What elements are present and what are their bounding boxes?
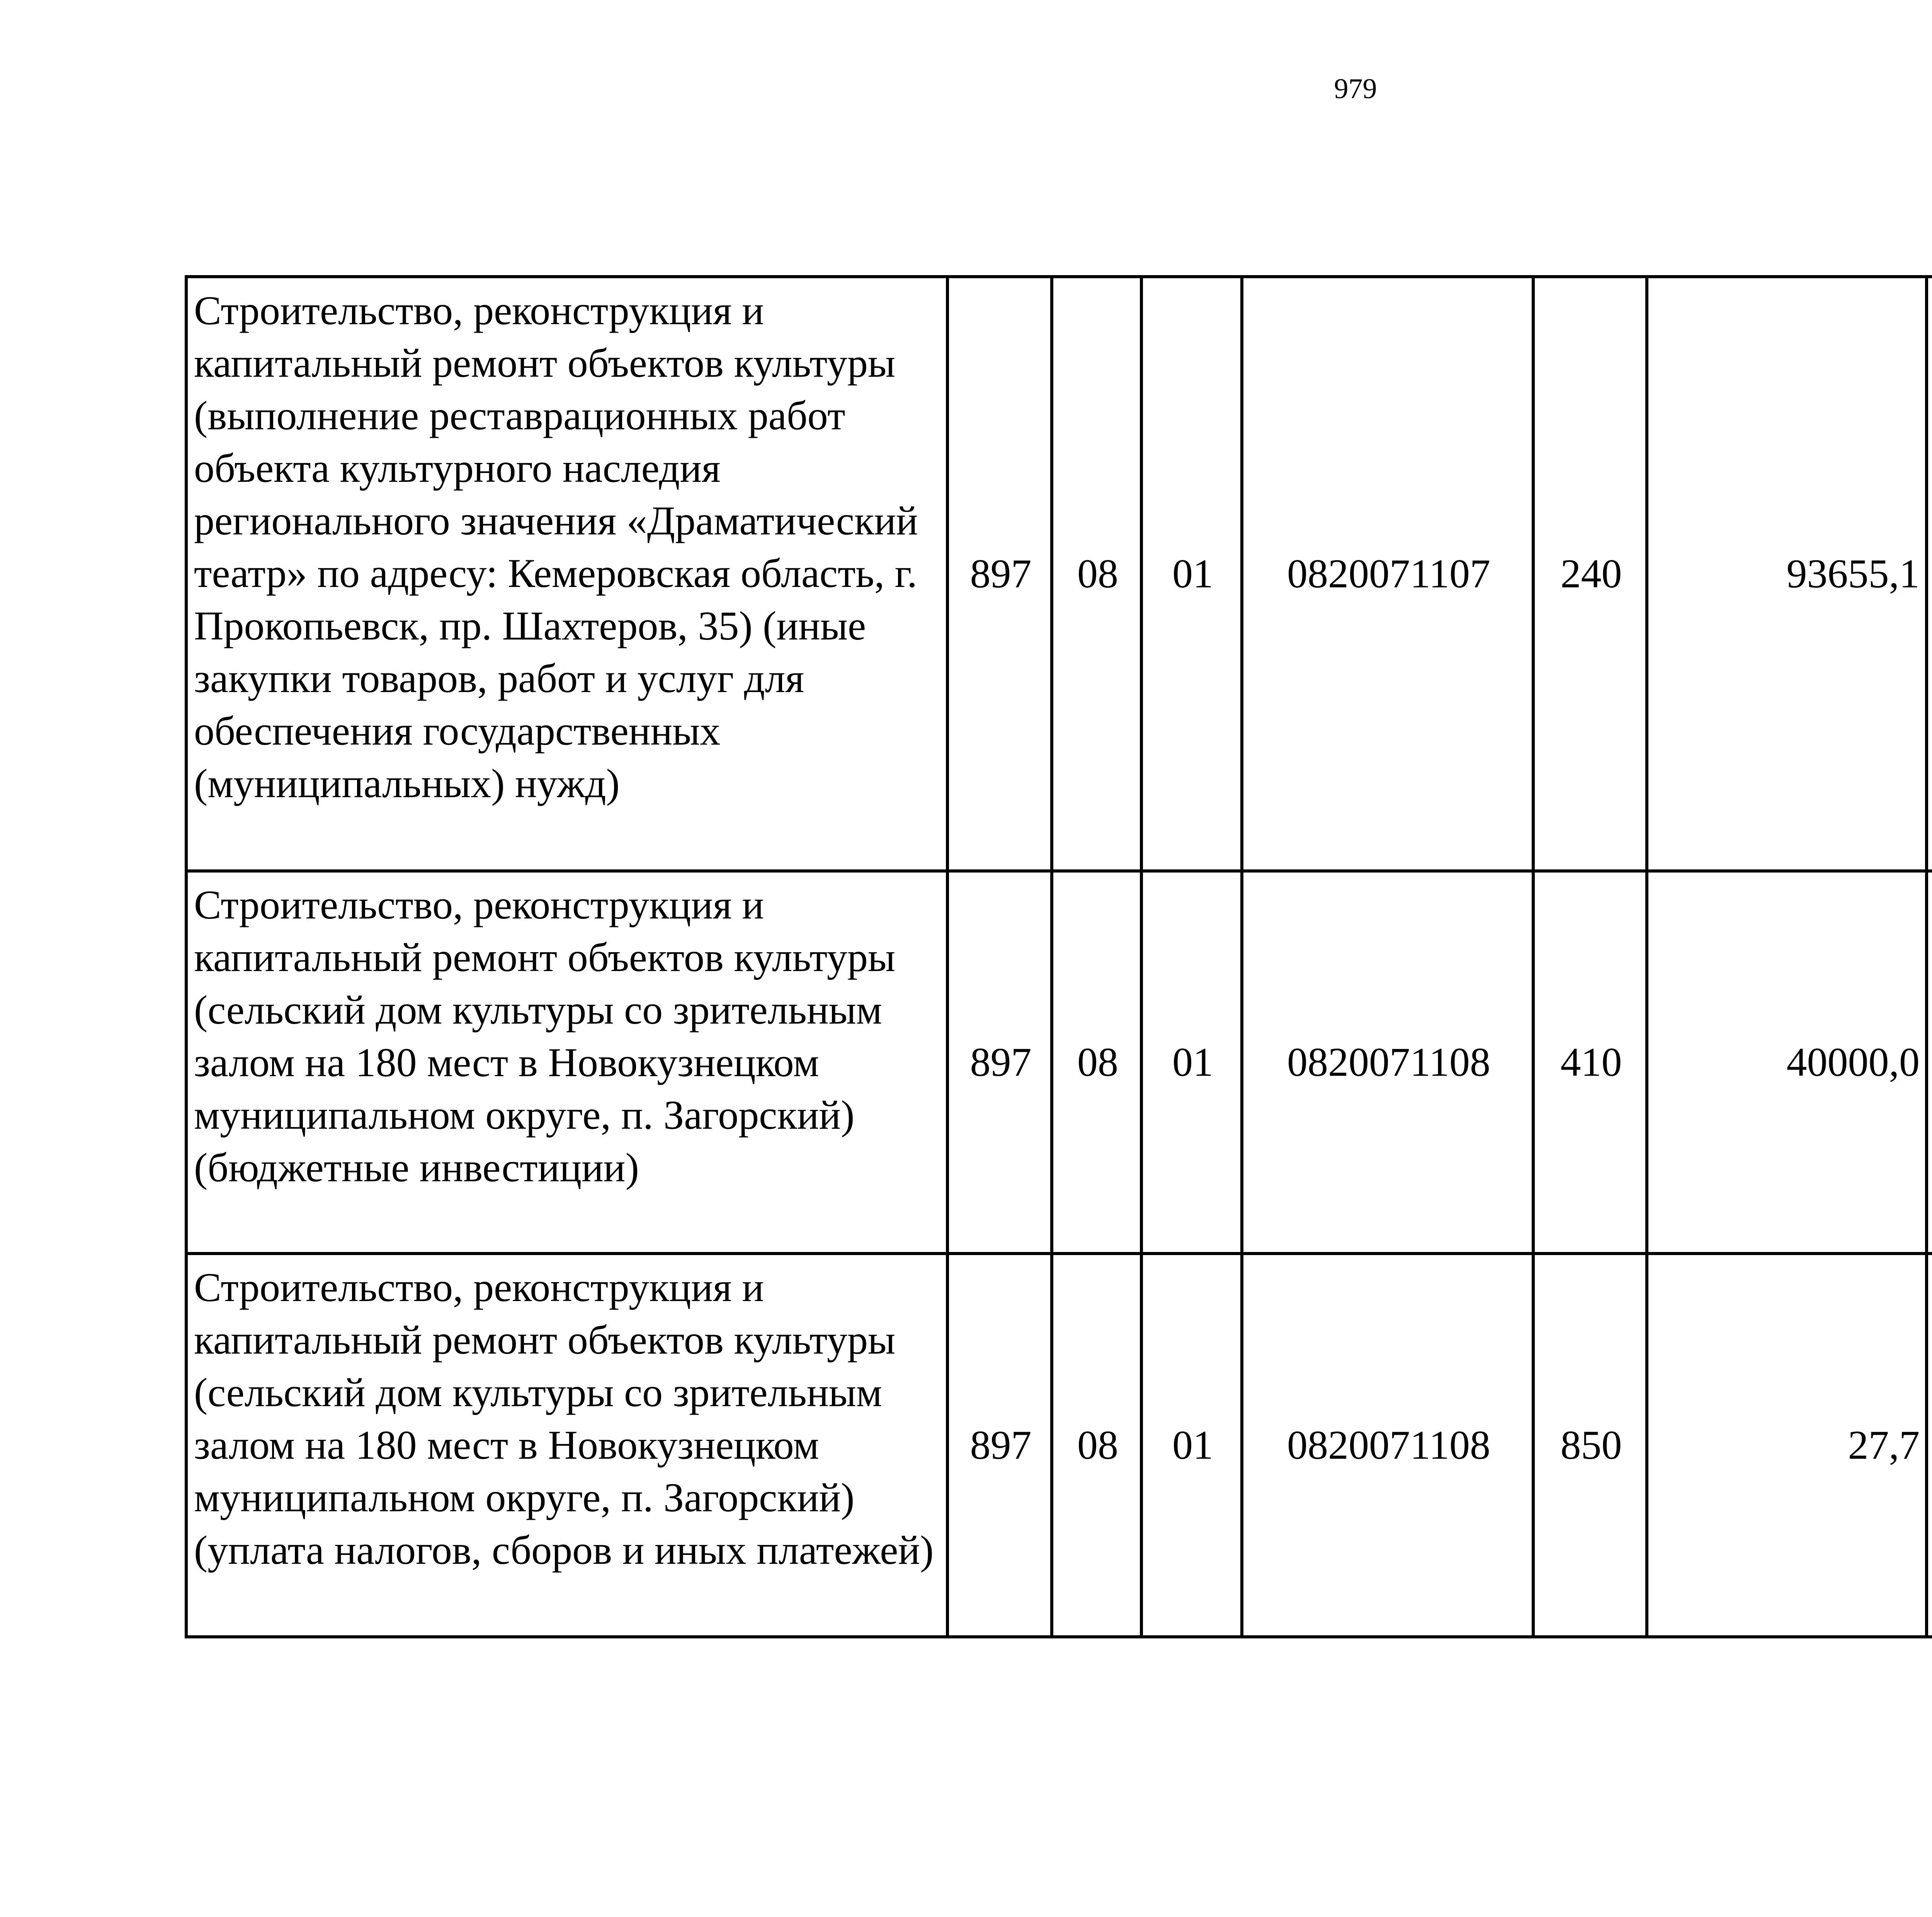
ministry-code-cell: 897 — [947, 1254, 1052, 1637]
section-code-cell: 08 — [1052, 277, 1141, 871]
section-code-cell: 08 — [1052, 871, 1141, 1254]
table-row — [186, 1254, 1932, 1637]
amount-2-cell — [1927, 277, 1932, 871]
amount-1-cell: 40000,0 — [1647, 871, 1927, 1254]
page-number: 979 — [1334, 73, 1377, 105]
amount-1-cell: 93655,1 — [1647, 277, 1927, 871]
table-row — [186, 277, 1932, 871]
description-cell: Строительство, реконструкция и капитальный ремонт объектов культуры (выполнение реставрационных работ объекта культурного наследия регионального значения «Драматический театр» по адресу: Кемеровская область, г. Прокопьевск, пр. Шахтеров, 35) (иные закупки товаров, работ и услуг для обеспечения государственных (муниципальных) нужд) — [186, 277, 947, 871]
table-row — [186, 871, 1932, 1254]
expense-type-cell: 850 — [1533, 1254, 1647, 1637]
ministry-code-cell: 897 — [947, 277, 1052, 871]
target-article-cell: 0820071108 — [1242, 1254, 1533, 1637]
amount-2-cell — [1927, 871, 1932, 1254]
ministry-code-cell: 897 — [947, 871, 1052, 1254]
target-article-cell: 0820071108 — [1242, 871, 1533, 1254]
amount-1-cell: 27,7 — [1647, 1254, 1927, 1637]
budget-table — [185, 275, 1932, 1638]
subsection-code-cell: 01 — [1141, 277, 1242, 871]
amount-2-cell — [1927, 1254, 1932, 1637]
subsection-code-cell: 01 — [1141, 1254, 1242, 1637]
section-code-cell: 08 — [1052, 1254, 1141, 1637]
subsection-code-cell: 01 — [1141, 871, 1242, 1254]
expense-type-cell: 240 — [1533, 277, 1647, 871]
expense-type-cell: 410 — [1533, 871, 1647, 1254]
description-cell: Строительство, реконструкция и капитальный ремонт объектов культуры (сельский дом культуры со зрительным залом на 180 мест в Новокузнецком муниципальном округе, п. Загорский) (бюджетные инвестиции) — [186, 871, 947, 1254]
description-cell: Строительство, реконструкция и капитальный ремонт объектов культуры (сельский дом культуры со зрительным залом на 180 мест в Новокузнецком муниципальном округе, п. Загорский) (уплата налогов, сборов и иных платежей) — [186, 1254, 947, 1637]
target-article-cell: 0820071107 — [1242, 277, 1533, 871]
